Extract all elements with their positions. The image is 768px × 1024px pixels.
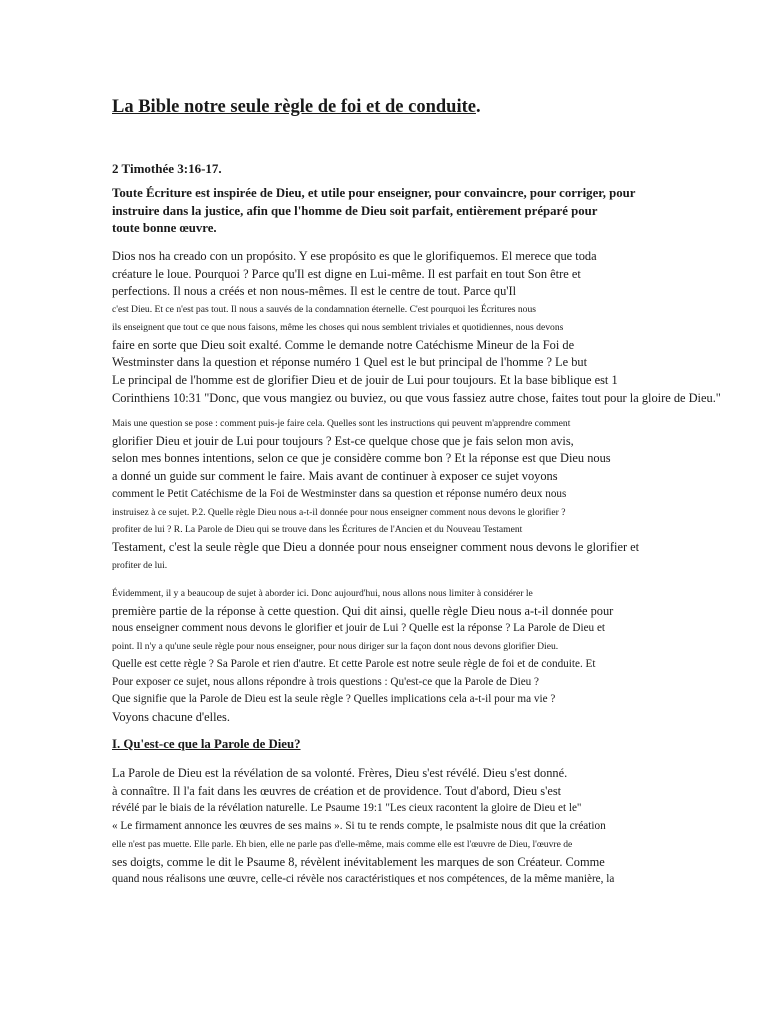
text-line: Voyons chacune d'elles. bbox=[112, 709, 230, 724]
text-line: révélé par le biais de la révélation naturelle. Le Psaume 19:1 "Les cieux racontent la gloire de Dieu et le" bbox=[112, 802, 582, 815]
text-line: ils enseignent que tout ce que nous faisons, même les choses qui nous semblent triviales et quotidiennes, nous devons bbox=[112, 321, 564, 333]
text-line: Mais une question se pose : comment puis-je faire cela. Quelles sont les instructions qui peuvent m'apprendre comment bbox=[112, 418, 571, 429]
text-line: Westminster dans la question et réponse numéro 1 Quel est le but principal de l'homme ? Le but bbox=[112, 355, 588, 370]
text-line: ses doigts, comme le dit le Psaume 8, révèlent inévitablement les marques de son Créateur. Comme bbox=[112, 854, 605, 869]
text-line: instruisez à ce sujet. P.2. Quelle règle Dieu nous a-t-il donnée pour nous enseigner comment nous devons le glorifier ? bbox=[112, 506, 566, 518]
text-line: comment le Petit Catéchisme de la Foi de Westminster dans sa question et réponse numéro deux nous bbox=[112, 487, 567, 500]
scripture-verse bbox=[112, 185, 635, 238]
text-line: selon mes bonnes intentions, selon ce que je considère comme bon ? Et la réponse est que Dieu nous bbox=[112, 451, 611, 466]
text-line: quand nous réalisons une œuvre, celle-ci révèle nos caractéristiques et nos compétences, de la même manière, la bbox=[112, 873, 615, 886]
verse-line: Toute Écriture est inspirée de Dieu, et utile pour enseigner, pour convaincre, pour corriger, pour bbox=[112, 186, 636, 200]
text-line: a donné un guide sur comment le faire. Mais avant de continuer à exposer ce sujet voyons bbox=[112, 469, 558, 484]
text-line: Testament, c'est la seule règle que Dieu a donnée pour nous enseigner comment nous devons le glorifier et bbox=[112, 539, 640, 554]
paragraph-purpose bbox=[112, 248, 721, 407]
paragraph-question bbox=[112, 415, 639, 574]
text-line: Pour exposer ce sujet, nous allons répondre à trois questions : Qu'est-ce que la Parole de Dieu ? bbox=[112, 675, 540, 688]
text-line: profiter de lui ? R. La Parole de Dieu qui se trouve dans les Écritures de l'Ancien et du Nouveau Testament bbox=[112, 524, 523, 536]
paragraph-scope bbox=[112, 585, 613, 727]
text-line: elle n'est pas muette. Elle parle. Eh bien, elle ne parle pas d'elle-même, mais comme elle est l'œuvre de Dieu, l'œuvre de bbox=[112, 838, 573, 850]
document-title-period: . bbox=[475, 97, 481, 117]
scripture-reference: 2 Timothée 3:16-17. bbox=[112, 161, 222, 176]
text-line: Que signifie que la Parole de Dieu est la seule règle ? Quelles implications cela a-t-il pour ma vie ? bbox=[112, 693, 556, 706]
text-line: La Parole de Dieu est la révélation de sa volonté. Frères, Dieu s'est révélé. Dieu s'est donné. bbox=[112, 766, 568, 780]
text-line: nous enseigner comment nous devons le glorifier et jouir de Lui ? Quelle est la réponse ? La Parole de Dieu et bbox=[112, 622, 606, 635]
text-line: Corinthiens 10:31 "Donc, que vous mangiez ou buviez, ou que vous fassiez autre chose, faites tout pour la gloire de Dieu." bbox=[112, 390, 721, 405]
text-line: Dios nos ha creado con un propósito. Y ese propósito es que le glorifiquemos. El merece que toda bbox=[112, 249, 597, 263]
verse-line: toute bonne œuvre. bbox=[112, 221, 217, 235]
text-line: créature le loue. Pourquoi ? Parce qu'Il est digne en Lui-même. Il est parfait en tout Son être et bbox=[112, 266, 581, 281]
document-title bbox=[112, 97, 481, 118]
document-title-text: La Bible notre seule règle de foi et de conduite bbox=[112, 97, 476, 117]
text-line: Le principal de l'homme est de glorifier Dieu et de jouir de Lui pour toujours. Et la base biblique est 1 bbox=[112, 372, 618, 387]
paragraph-revelation bbox=[112, 765, 614, 889]
text-line: glorifier Dieu et jouir de Lui pour toujours ? Est-ce quelque chose que je fais selon mon avis, bbox=[112, 433, 574, 448]
text-line: perfections. Il nous a créés et non nous-mêmes. Il est le centre de tout. Parce qu'Il bbox=[112, 284, 517, 299]
text-line: faire en sorte que Dieu soit exalté. Comme le demande notre Catéchisme Mineur de la Foi de bbox=[112, 337, 575, 352]
text-line: profiter de lui. bbox=[112, 559, 168, 571]
section-heading: I. Qu'est-ce que la Parole de Dieu? bbox=[112, 737, 301, 751]
text-line: c'est Dieu. Et ce n'est pas tout. Il nous a sauvés de la condamnation éternelle. C'est pourquoi les Écritures nous bbox=[112, 304, 536, 316]
text-line: Quelle est cette règle ? Sa Parole et rien d'autre. Et cette Parole est notre seule règle de foi et de conduite. Et bbox=[112, 657, 596, 670]
text-line: « Le firmament annonce les œuvres de ses mains ». Si tu te rends compte, le psalmiste nous dit que la création bbox=[112, 820, 606, 833]
text-line: point. Il n'y a qu'une seule règle pour nous enseigner, pour nous diriger sur la façon dont nous devons glorifier Dieu. bbox=[112, 641, 559, 653]
text-line: Évidemment, il y a beaucoup de sujet à aborder ici. Donc aujourd'hui, nous allons nous limiter à considérer le bbox=[112, 588, 533, 599]
text-line: première partie de la réponse à cette question. Qui dit ainsi, quelle règle Dieu nous a-t-il donnée pour bbox=[112, 603, 614, 618]
verse-line: instruire dans la justice, afin que l'homme de Dieu soit parfait, entièrement préparé pour bbox=[112, 203, 598, 218]
text-line: à connaître. Il l'a fait dans les œuvres de création et de providence. Tout d'abord, Dieu s'est bbox=[112, 783, 562, 798]
